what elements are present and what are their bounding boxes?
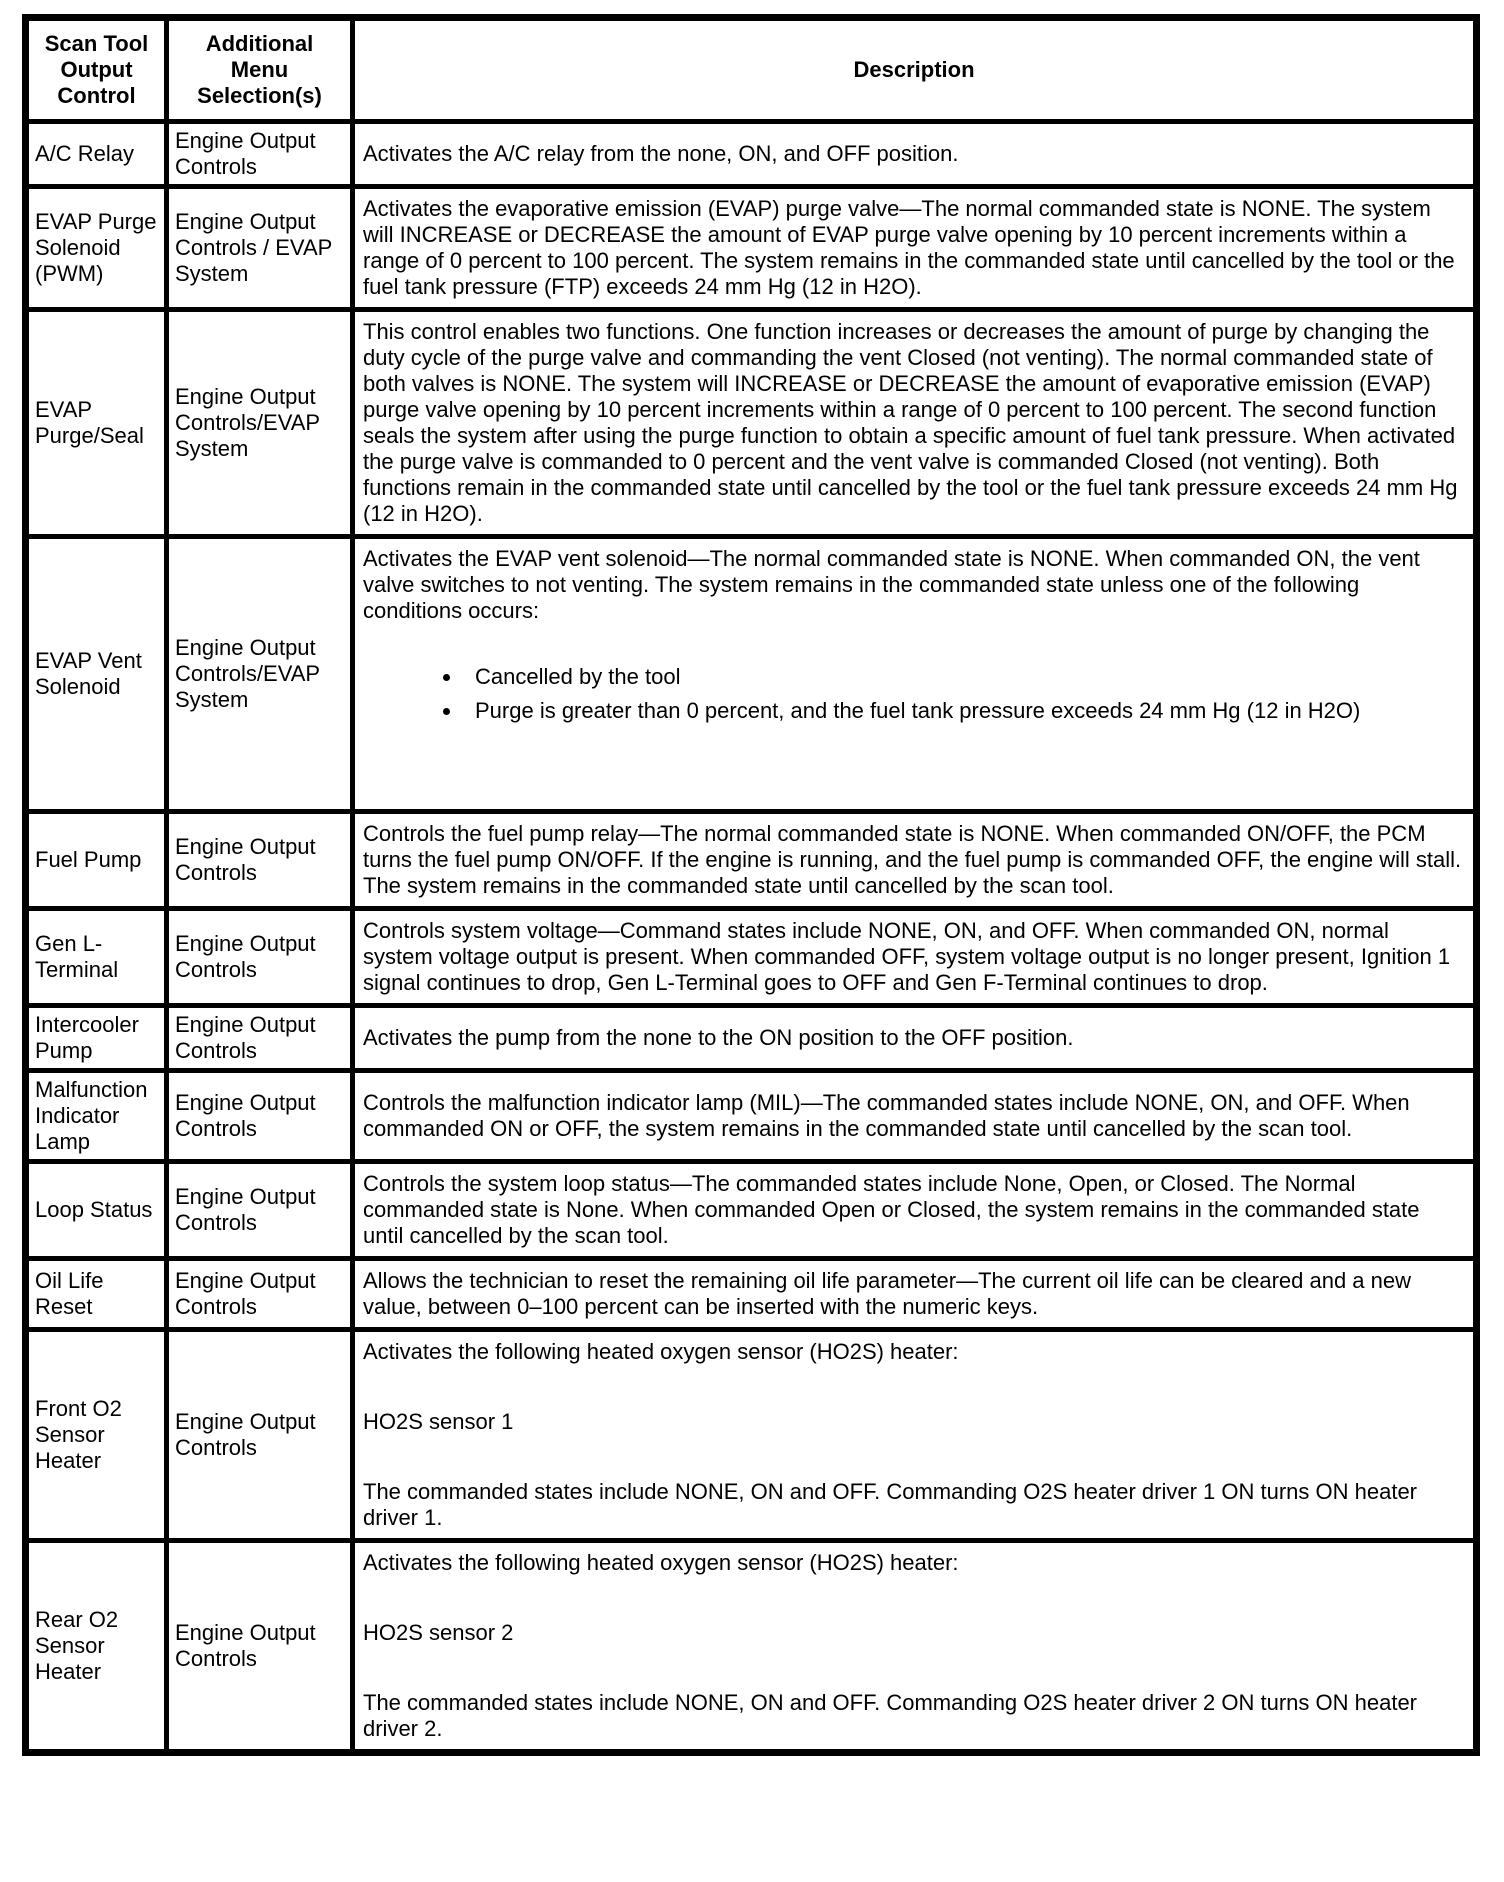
description-paragraph: HO2S sensor 1 — [363, 1409, 514, 1434]
description-cell — [353, 909, 1477, 1006]
table-row — [26, 909, 1477, 1006]
table-row — [26, 187, 1477, 310]
control-cell: EVAP Purge/Seal — [26, 310, 167, 537]
menu-cell: Engine Output Controls — [167, 1330, 353, 1541]
description-cell — [353, 310, 1477, 537]
table-row — [26, 1162, 1477, 1259]
control-cell: Malfunction Indicator Lamp — [26, 1071, 167, 1162]
scan-tool-output-control-table — [22, 14, 1480, 1756]
menu-cell: Engine Output Controls — [167, 1071, 353, 1162]
table-row — [26, 1071, 1477, 1162]
description-bullet-item: • Cancelled by the tool — [463, 664, 1463, 690]
table-row — [26, 1330, 1477, 1541]
description-paragraph: Activates the following heated oxygen sensor (HO2S) heater: — [363, 1550, 959, 1575]
control-cell: EVAP Purge Solenoid (PWM) — [26, 187, 167, 310]
menu-cell: Engine Output Controls — [167, 1259, 353, 1330]
column-header-additional-menu-selections: Additional Menu Selection(s) — [167, 18, 353, 122]
menu-cell: Engine Output Controls — [167, 909, 353, 1006]
control-cell: Rear O2 Sensor Heater — [26, 1541, 167, 1753]
description-paragraph: This control enables two functions. One function increases or decreases the amount of purge by changing the duty cycle of the purge valve and commanding the vent Closed (not venting). The normal commanded state of both valves is NONE. The system will INCREASE or DECREASE the amount of evaporative emission (EVAP) purge valve opening by 10 percent increments within a range of 0 percent to 100 percent. The second function seals the system after using the purge function to obtain a specific amount of fuel tank pressure. When activated the purge valve is commanded to 0 percent and the vent valve is commanded Closed (not venting). Both functions remain in the commanded state until cancelled by the tool or the fuel tank pressure exceeds 24 mm Hg (12 in H2O). — [363, 319, 1458, 526]
table-row — [26, 812, 1477, 909]
table-row — [26, 310, 1477, 537]
table-row — [26, 1006, 1477, 1071]
description-cell — [353, 122, 1477, 187]
description-paragraph: Controls system voltage—Command states include NONE, ON, and OFF. When commanded ON, normal system voltage output is present. When commanded OFF, system voltage output is no longer present, Ignition 1 signal continues to drop, Gen L-Terminal goes to OFF and Gen F-Terminal continues to drop. — [363, 918, 1451, 995]
description-paragraph: Activates the evaporative emission (EVAP) purge valve—The normal commanded state is NONE. The system will INCREASE or DECREASE the amount of EVAP purge valve opening by 10 percent increments within a range of 0 percent to 100 percent. The system remains in the commanded state until cancelled by the tool or the fuel tank pressure (FTP) exceeds 24 mm Hg (12 in H2O). — [363, 196, 1455, 299]
menu-cell: Engine Output Controls — [167, 1162, 353, 1259]
table-body — [26, 122, 1477, 1753]
column-header-description: Description — [353, 18, 1477, 122]
description-paragraph: The commanded states include NONE, ON and OFF. Commanding O2S heater driver 1 ON turns ON heater driver 1. — [363, 1479, 1418, 1530]
table-row — [26, 1541, 1477, 1753]
control-cell: Fuel Pump — [26, 812, 167, 909]
description-paragraph: Activates the pump from the none to the ON position to the OFF position. — [363, 1025, 1074, 1050]
description-cell — [353, 1541, 1477, 1753]
description-cell — [353, 1259, 1477, 1330]
description-cell — [353, 812, 1477, 909]
description-cell — [353, 537, 1477, 812]
description-paragraph: Activates the following heated oxygen sensor (HO2S) heater: — [363, 1339, 959, 1364]
header-row — [26, 18, 1477, 122]
description-paragraph: The commanded states include NONE, ON and OFF. Commanding O2S heater driver 2 ON turns ON heater driver 2. — [363, 1690, 1418, 1741]
menu-cell: Engine Output Controls — [167, 1541, 353, 1753]
table-row — [26, 1259, 1477, 1330]
menu-cell: Engine Output Controls/EVAP System — [167, 310, 353, 537]
description-cell — [353, 1330, 1477, 1541]
menu-cell: Engine Output Controls/EVAP System — [167, 537, 353, 812]
control-cell: A/C Relay — [26, 122, 167, 187]
description-paragraph: Activates the A/C relay from the none, ON, and OFF position. — [363, 141, 959, 166]
control-cell: Oil Life Reset — [26, 1259, 167, 1330]
description-cell — [353, 1006, 1477, 1071]
column-header-scan-tool-output-control: Scan Tool Output Control — [26, 18, 167, 122]
menu-cell: Engine Output Controls / EVAP System — [167, 187, 353, 310]
description-cell — [353, 1162, 1477, 1259]
description-cell — [353, 187, 1477, 310]
control-cell: Front O2 Sensor Heater — [26, 1330, 167, 1541]
menu-cell: Engine Output Controls — [167, 812, 353, 909]
description-paragraph: Controls the system loop status—The commanded states include None, Open, or Closed. The Normal commanded state is None. When commanded Open or Closed, the system remains in the commanded state until cancelled by the scan tool. — [363, 1171, 1420, 1248]
control-cell: Intercooler Pump — [26, 1006, 167, 1071]
description-cell — [353, 1071, 1477, 1162]
control-cell: Loop Status — [26, 1162, 167, 1259]
description-paragraph: Controls the malfunction indicator lamp (MIL)—The commanded states include NONE, ON, and OFF. When commanded ON or OFF, the system remains in the commanded state until cancelled by the scan tool. — [363, 1090, 1410, 1141]
menu-cell: Engine Output Controls — [167, 1006, 353, 1071]
description-paragraph: Allows the technician to reset the remaining oil life parameter—The current oil life can be cleared and a new value, between 0–100 percent can be inserted with the numeric keys. — [363, 1268, 1411, 1319]
description-paragraph: Activates the EVAP vent solenoid—The normal commanded state is NONE. When commanded ON, the vent valve switches to not venting. The system remains in the commanded state unless one of the following conditions occurs: — [363, 546, 1420, 623]
control-cell: Gen L-Terminal — [26, 909, 167, 1006]
description-bullet-list — [363, 664, 1463, 724]
control-cell: EVAP Vent Solenoid — [26, 537, 167, 812]
table-row — [26, 537, 1477, 812]
menu-cell: Engine Output Controls — [167, 122, 353, 187]
description-bullet-item: • Purge is greater than 0 percent, and the fuel tank pressure exceeds 24 mm Hg (12 in H2O) — [463, 698, 1463, 724]
description-paragraph: HO2S sensor 2 — [363, 1620, 514, 1645]
description-paragraph: Controls the fuel pump relay—The normal commanded state is NONE. When commanded ON/OFF, the PCM turns the fuel pump ON/OFF. If the engine is running, and the fuel pump is commanded OFF, the engine will stall. The system remains in the commanded state until cancelled by the scan tool. — [363, 821, 1462, 898]
table-row — [26, 122, 1477, 187]
